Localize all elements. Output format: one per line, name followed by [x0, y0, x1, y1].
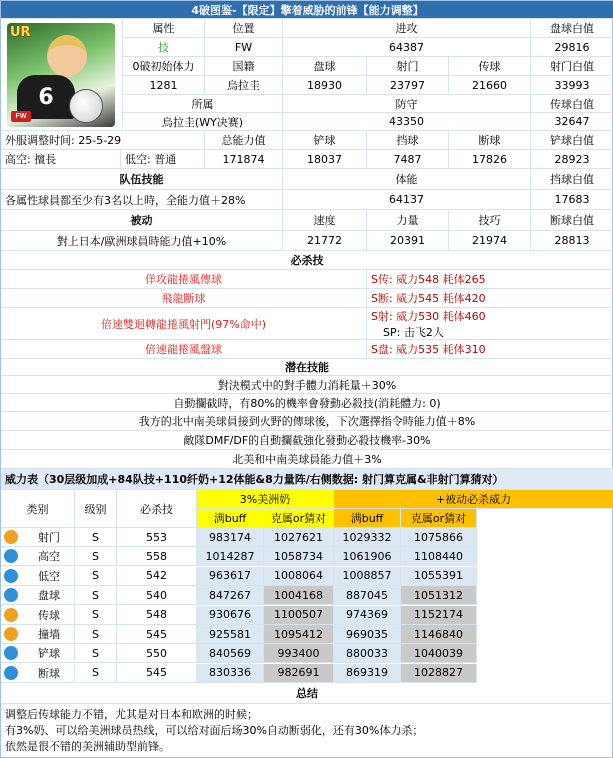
row-type: 撞墙 — [38, 628, 60, 641]
summary-header: 总结 — [1, 683, 613, 704]
special-power: S传: 威力548 耗体265 — [367, 270, 613, 289]
row-type: 盘球 — [38, 589, 60, 603]
value-shoot: 23797 — [367, 76, 449, 95]
label-nationality: 国籍 — [205, 57, 283, 76]
sub-counter: 克属or猜对 — [401, 509, 477, 528]
label-pass-white: 传球白值 — [531, 95, 613, 113]
skill-type-icon — [4, 530, 18, 544]
cell-b: 1095412 — [264, 625, 334, 644]
label-dribble-white: 盘球白值 — [531, 19, 613, 38]
cell-d: 1028827 — [401, 664, 477, 683]
value-block-white: 17683 — [531, 190, 613, 210]
label-tackle-white: 铲球白值 — [531, 131, 613, 150]
value-dribble: 18930 — [283, 76, 367, 95]
cell-c: 869319 — [334, 664, 401, 683]
cell-d: 1146840 — [401, 625, 477, 644]
value-speed: 21772 — [283, 231, 367, 251]
power-table-header: 威力表（30层级加成+84队技+110纤奶+12体能&8力量阵/右侧数据: 射门算克属&非射门算猜对） — [1, 469, 613, 490]
low-ball: 低空: 普通 — [121, 150, 205, 169]
power-row — [1, 606, 613, 625]
cell-a: 840569 — [197, 644, 264, 663]
label-shoot-white: 射门白值 — [531, 57, 613, 76]
value-pass-white: 32647 — [531, 113, 613, 131]
cell-c: 1061906 — [334, 547, 401, 566]
group-passive: +被动必杀威力 — [334, 490, 613, 509]
potential-header: 潜在技能 — [1, 359, 613, 376]
cell-skill: 550 — [117, 644, 197, 663]
potential-line: 自動攔截時，有80%的機率會發動必殺技(消耗體力: 0) — [1, 394, 613, 412]
skill-type-icon — [4, 549, 18, 563]
cell-b: 1004168 — [264, 586, 334, 605]
special-name: 倍速龍捲風盤球 — [1, 340, 367, 359]
cell-a: 847267 — [197, 586, 264, 605]
cell-c: 974369 — [334, 606, 401, 625]
summary-line: 调整后传球能力不错，尤其是对日本和欧洲的时候； — [5, 708, 258, 721]
sub-counter: 克属or猜对 — [264, 509, 334, 528]
cell-b: 1027621 — [264, 528, 334, 547]
value-nationality: 烏拉圭 — [205, 76, 283, 95]
cell-skill: 548 — [117, 606, 197, 625]
potential-line: 對決模式中的對手體力消耗量＋30% — [1, 376, 613, 394]
value-attack: 64387 — [283, 38, 531, 57]
cell-level: S — [75, 567, 117, 586]
fw-badge-icon: FW — [11, 111, 31, 122]
skill-type-icon — [4, 608, 18, 622]
label-attribute: 属性 — [123, 19, 205, 38]
cell-d: 1055391 — [401, 567, 477, 586]
cell-level: S — [75, 644, 117, 663]
power-row — [1, 528, 613, 547]
skill-type-icon — [4, 666, 18, 680]
label-power: 力量 — [367, 210, 449, 231]
power-row — [1, 547, 613, 566]
cell-skill: 545 — [117, 664, 197, 683]
power-row — [1, 664, 613, 683]
team-skill-text: 各属性球員都至少有3名以上時，全能力值＋28% — [1, 190, 283, 210]
skill-type-icon — [4, 627, 18, 641]
cell-level: S — [75, 528, 117, 547]
col-skill: 必杀技 — [117, 490, 197, 528]
row-type: 高空 — [38, 550, 60, 564]
cell-type — [1, 586, 75, 605]
label-speed: 速度 — [283, 210, 367, 231]
label-defense: 防守 — [283, 95, 531, 113]
cell-type — [1, 644, 75, 663]
passive-header: 被动 — [1, 210, 283, 231]
cell-d: 1075866 — [401, 528, 477, 547]
cell-skill: 540 — [117, 586, 197, 605]
value-affiliation: 烏拉圭(WY决赛) — [123, 113, 283, 131]
cell-b: 1100507 — [264, 606, 334, 625]
cell-type — [1, 625, 75, 644]
cell-a: 925581 — [197, 625, 264, 644]
cell-skill: 545 — [117, 625, 197, 644]
col-type: 类别 — [1, 490, 75, 528]
power-row — [1, 644, 613, 663]
label-block: 挡球 — [367, 131, 449, 150]
label-position: 位置 — [205, 19, 283, 38]
label-shoot: 射门 — [367, 57, 449, 76]
cell-skill: 553 — [117, 528, 197, 547]
sub-full-buff: 满buff — [334, 509, 401, 528]
power-row — [1, 586, 613, 605]
cell-c: 880033 — [334, 644, 401, 663]
cell-type — [1, 664, 75, 683]
cell-b: 1058734 — [264, 547, 334, 566]
cell-type — [1, 606, 75, 625]
value-block: 7487 — [367, 150, 449, 169]
label-initial-stamina: 0破初始体力 — [123, 57, 205, 76]
cell-level: S — [75, 664, 117, 683]
skill-type-icon — [4, 588, 18, 602]
value-initial-stamina: 1281 — [123, 76, 205, 95]
value-total: 171874 — [205, 150, 283, 169]
potential-line: 我方的北中南美球員接到火野的傳球後，下次選擇指令時能力值＋8% — [1, 412, 613, 431]
special-name: 倍速雙迴轉龍捲風射門(97%命中) — [1, 308, 367, 340]
value-technique: 21974 — [449, 231, 531, 251]
special-power: S盘: 威力535 耗体310 — [367, 340, 613, 359]
page-title: 4破图鉴-【限定】擎着威胁的前锋【能力调整】 — [1, 1, 613, 19]
special-extra: SP: 击飞2人 — [383, 325, 444, 339]
cell-c: 1008857 — [334, 567, 401, 586]
label-dribble: 盘球 — [283, 57, 367, 76]
row-type: 低空 — [38, 569, 60, 583]
value-dribble-white: 29816 — [531, 38, 613, 57]
value-attribute: 技 — [123, 38, 205, 57]
special-power: S断: 威力545 耗体420 — [367, 289, 613, 308]
sub-full-buff: 满buff — [197, 509, 264, 528]
cell-level: S — [75, 547, 117, 566]
row-type: 断球 — [38, 666, 60, 680]
cell-a: 1014287 — [197, 547, 264, 566]
high-ball: 高空: 擅長 — [1, 150, 121, 169]
value-defense: 43350 — [283, 113, 531, 131]
cell-a: 983174 — [197, 528, 264, 547]
cell-a: 930676 — [197, 606, 264, 625]
cell-level: S — [75, 625, 117, 644]
label-stamina: 体能 — [283, 169, 531, 190]
value-shoot-white: 33993 — [531, 76, 613, 95]
power-row — [1, 567, 613, 586]
label-technique: 技巧 — [449, 210, 531, 231]
value-power: 20391 — [367, 231, 449, 251]
potential-line: 北美和中南美球員能力值＋3% — [1, 450, 613, 469]
ur-rarity-icon: UR — [10, 25, 31, 40]
skill-type-icon — [4, 569, 18, 583]
cell-a: 963617 — [197, 567, 264, 586]
cell-d: 1051312 — [401, 586, 477, 605]
cell-d: 1152174 — [401, 606, 477, 625]
special-name: 飛龍斷球 — [1, 289, 367, 308]
cell-level: S — [75, 586, 117, 605]
value-position: FW — [205, 38, 283, 57]
label-total: 总能力值 — [205, 131, 283, 150]
label-intercept: 断球 — [449, 131, 531, 150]
adjust-date: 外服调整时间: 25-5-29 — [1, 131, 205, 150]
value-intercept: 17826 — [449, 150, 531, 169]
cell-b: 1008064 — [264, 567, 334, 586]
group-milk: 3%美洲奶 — [197, 490, 334, 509]
label-tackle: 铲球 — [283, 131, 367, 150]
title-bar — [1, 1, 613, 19]
special-header: 必杀技 — [1, 251, 613, 270]
player-card-image: 6 UR FW — [7, 23, 115, 127]
label-intercept-white: 断球白值 — [531, 210, 613, 231]
special-name: 佯攻龍捲風傳球 — [1, 270, 367, 289]
label-attack: 进攻 — [283, 19, 531, 38]
cell-a: 830336 — [197, 664, 264, 683]
cell-c: 887045 — [334, 586, 401, 605]
passive-text: 對上日本/歐洲球員時能力值+10% — [1, 231, 283, 251]
special-power: S射: 威力530 耗体460 — [371, 309, 486, 323]
row-type: 传球 — [38, 608, 60, 622]
value-tackle-white: 28923 — [531, 150, 613, 169]
col-level: 级别 — [75, 490, 117, 528]
cell-level: S — [75, 606, 117, 625]
potential-line: 敵隊DMF/DF的自動攔截強化發動必殺技機率-30% — [1, 431, 613, 450]
summary-body — [1, 704, 613, 758]
cell-d: 1108440 — [401, 547, 477, 566]
value-stamina: 64137 — [283, 190, 531, 210]
row-type: 铲球 — [38, 647, 60, 661]
row-type: 射门 — [38, 531, 60, 544]
label-affiliation: 所属 — [123, 95, 283, 113]
cell-b: 993400 — [264, 644, 334, 663]
summary-line: 有3%奶、可以给美洲球员热线，可以给对面后场30%自动断弱化，还有30%体力杀； — [5, 724, 424, 737]
cell-b: 982691 — [264, 664, 334, 683]
skill-type-icon — [4, 646, 18, 660]
value-intercept-white: 28813 — [531, 231, 613, 251]
cell-skill: 542 — [117, 567, 197, 586]
label-block-white: 挡球白值 — [531, 169, 613, 190]
value-pass: 21660 — [449, 76, 531, 95]
cell-d: 1040039 — [401, 644, 477, 663]
summary-line: 依然是很不错的美洲辅助型前锋。 — [5, 740, 170, 753]
cell-type — [1, 547, 75, 566]
cell-skill: 558 — [117, 547, 197, 566]
label-pass: 传球 — [449, 57, 531, 76]
team-skill-header: 队伍技能 — [1, 169, 283, 190]
cell-type — [1, 567, 75, 586]
power-row — [1, 625, 613, 644]
cell-c: 1029332 — [334, 528, 401, 547]
cell-type — [1, 528, 75, 547]
value-tackle: 18037 — [283, 150, 367, 169]
cell-c: 969035 — [334, 625, 401, 644]
